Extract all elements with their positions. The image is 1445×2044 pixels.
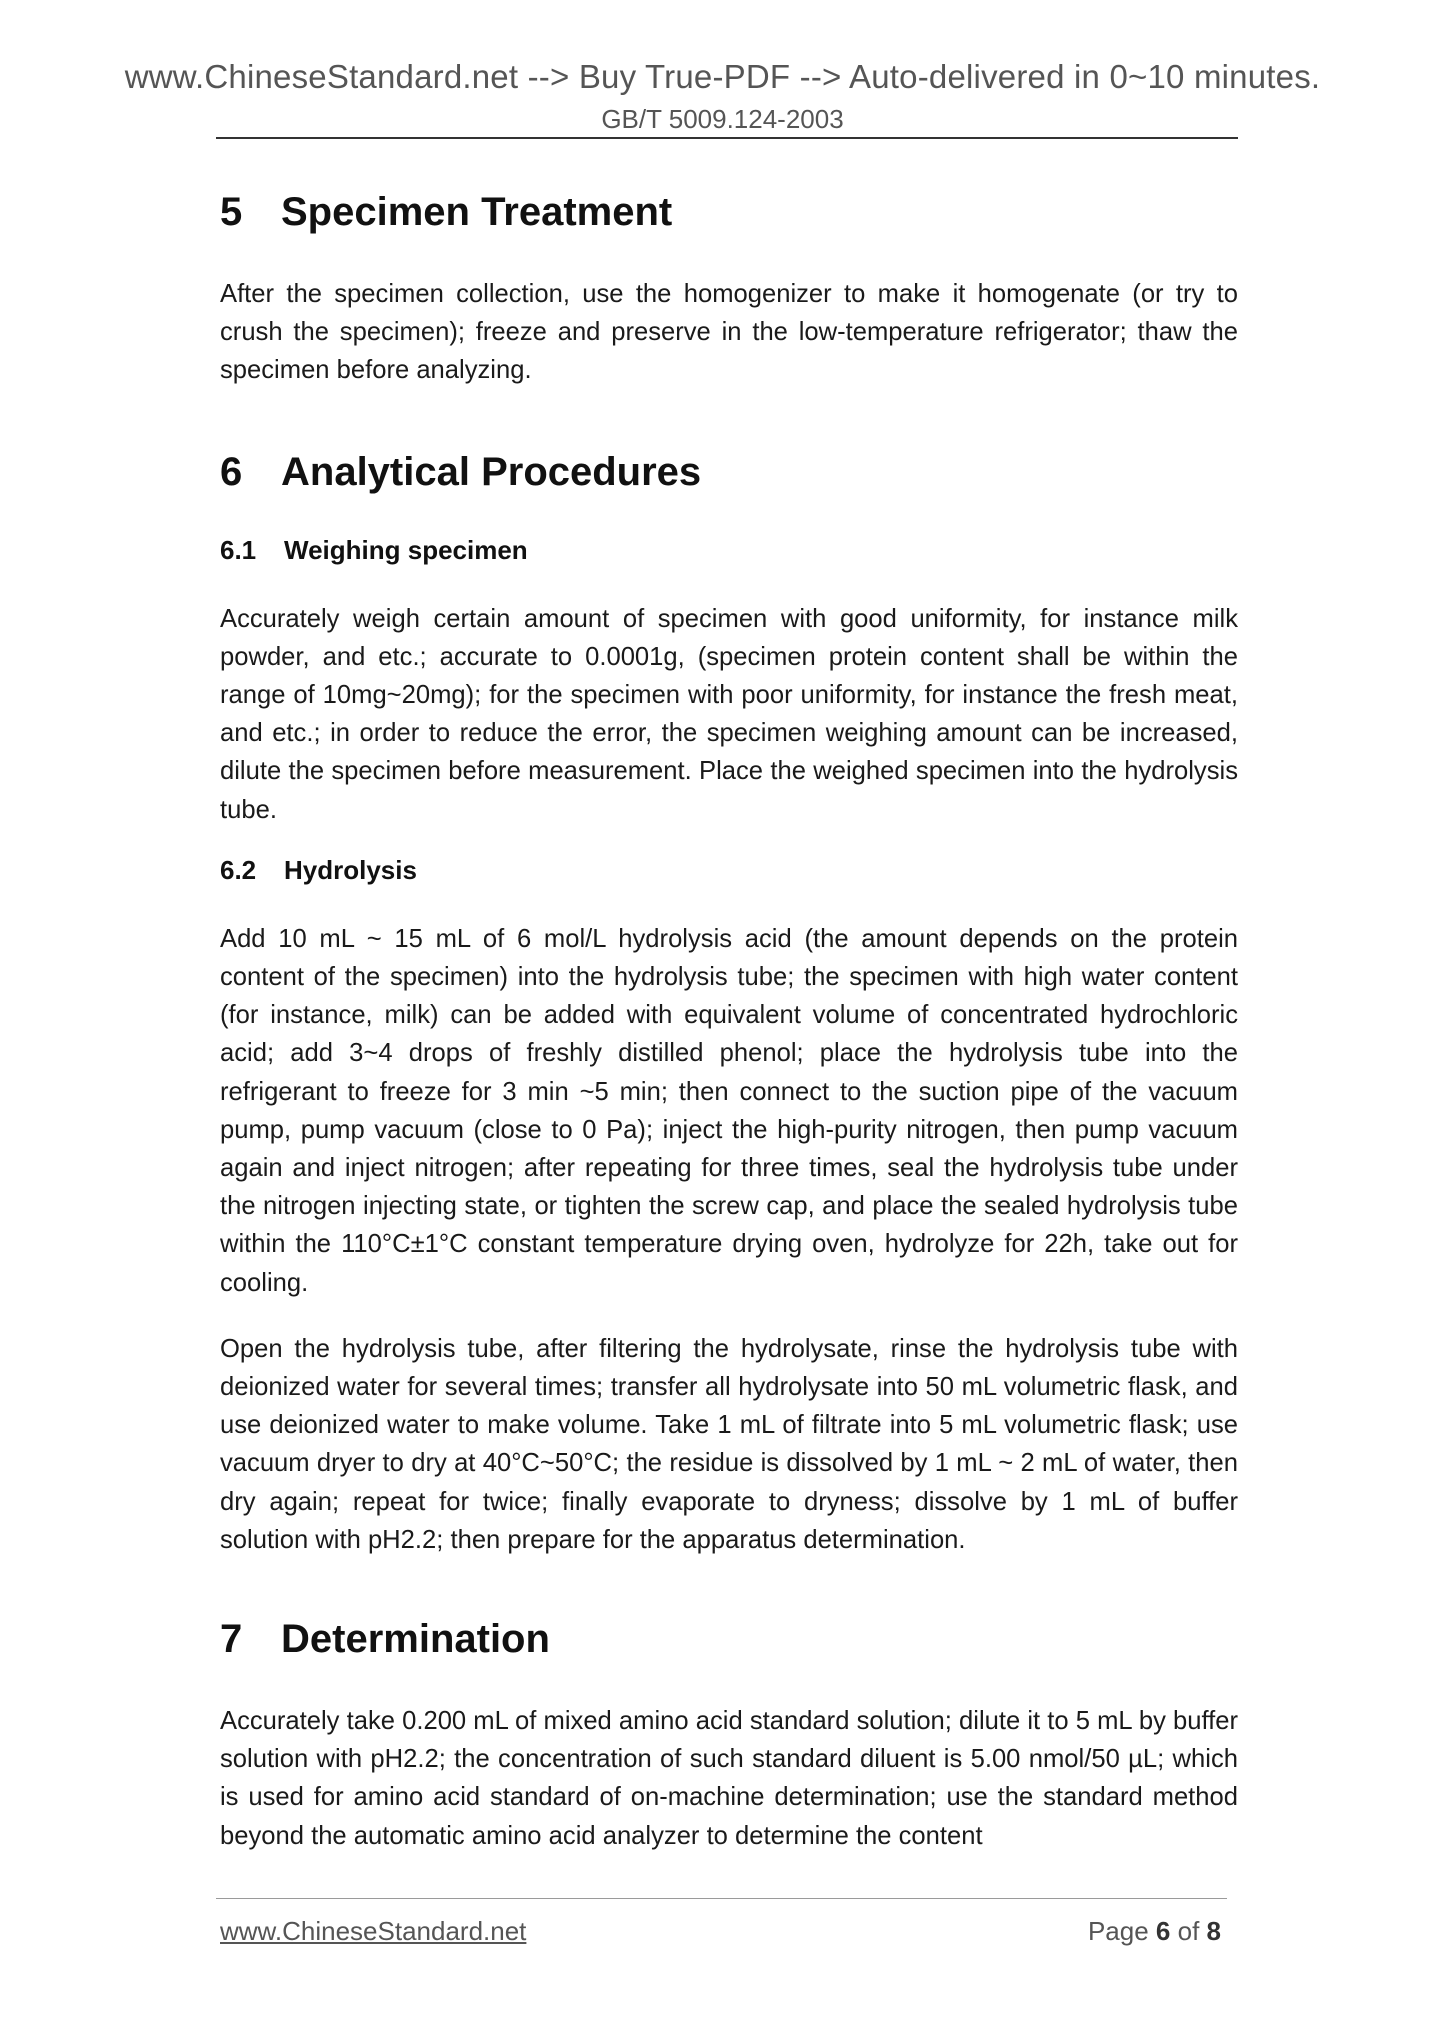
section-heading-7 [220,1617,1238,1662]
section-heading-6 [220,450,1238,495]
footer-site-link[interactable]: www.ChineseStandard.net [220,1916,527,1946]
section-number: 6 [220,449,243,494]
subsection-title: Hydrolysis [284,854,417,885]
paragraph-determination: Accurately take 0.200 mL of mixed amino acid standard solution; dilute it to 5 mL by buffer solution with pH2.2; the concentration of such standard diluent is 5.00 nmol/50 µL; which is used for amino acid standard of on-machine determination; use the standard method beyond the automatic amino acid analyzer to determine the content [220,1707,1238,1850]
header-banner: www.ChineseStandard.net --> Buy True-PDF --> Auto-delivered in 0~10 minutes. [124,58,1321,95]
section-title: Analytical Procedures [281,449,702,494]
paragraph-weighing-specimen: Accurately weigh certain amount of specimen with good uniformity, for instance milk powder, and etc.; accurate to 0.0001g, (specimen protein content shall be within the range of 10mg~20mg); for the specimen with poor uniformity, for instance the fresh meat, and etc.; in order to reduce the error, the specimen weighing amount can be increased, dilute the specimen before measurement. Place the weighed specimen into the hydrolysis tube. [220,604,1238,824]
header-divider [216,137,1238,139]
subsection-title: Weighing specimen [284,534,528,565]
section-number: 7 [220,1617,243,1662]
document-body [220,190,1238,1855]
subsection-number: 6.1 [220,534,257,565]
page-prefix: Page [1087,1916,1149,1946]
subsection-heading-6-2 [220,855,1238,886]
subsection-number: 6.2 [220,854,257,885]
page-current: 6 [1155,1916,1171,1946]
standard-code: GB/T 5009.124-2003 [601,104,844,134]
footer-divider [216,1898,1227,1899]
page-indicator [1088,1916,1221,1947]
paragraph-hydrolysis-2: Open the hydrolysis tube, after filtering the hydrolysate, rinse the hydrolysis tube with deionized water for several times; transfer all hydrolysate into 50 mL volumetric flask, and use deionized water to make volume. Take 1 mL of filtrate into 5 mL volumetric flask; use vacuum dryer to dry at 40°C~50°C; the residue is dissolved by 1 mL ~ 2 mL of water, then dry again; repeat for twice; finally evaporate to dryness; dissolve by 1 mL of buffer solution with pH2.2; then prepare for the apparatus determination. [220,1334,1238,1554]
section-number: 5 [220,190,243,234]
section-heading-5 [220,190,1238,235]
page-total: 8 [1206,1916,1221,1946]
subsection-heading-6-1 [220,535,1238,566]
page-of: of [1177,1916,1200,1946]
paragraph-specimen-treatment: After the specimen collection, use the homogenizer to make it homogenate (or try to crush the specimen); freeze and preserve in the low-temperature refrigerator; thaw the specimen before analyzing. [220,280,1238,385]
section-title: Specimen Treatment [281,190,673,234]
paragraph-hydrolysis-1: Add 10 mL ~ 15 mL of 6 mol/L hydrolysis acid (the amount depends on the protein content of the specimen) into the hydrolysis tube; the specimen with high water content (for instance, milk) can be added with equivalent volume of concentrated hydrochloric acid; add 3~4 drops of freshly distilled phenol; place the hydrolysis tube into the refrigerant to freeze for 3 min ~5 min; then connect to the suction pipe of the vacuum pump, pump vacuum (close to 0 Pa); inject the high-purity nitrogen, then pump vacuum again and inject nitrogen; after repeating for three times, seal the hydrolysis tube under the nitrogen injecting state, or tighten the screw cap, and place the sealed hydrolysis tube within the 110°C±1°C constant temperature drying oven, hydrolyze for 22h, take out for cooling. [220,924,1238,1297]
section-title: Determination [281,1617,550,1662]
